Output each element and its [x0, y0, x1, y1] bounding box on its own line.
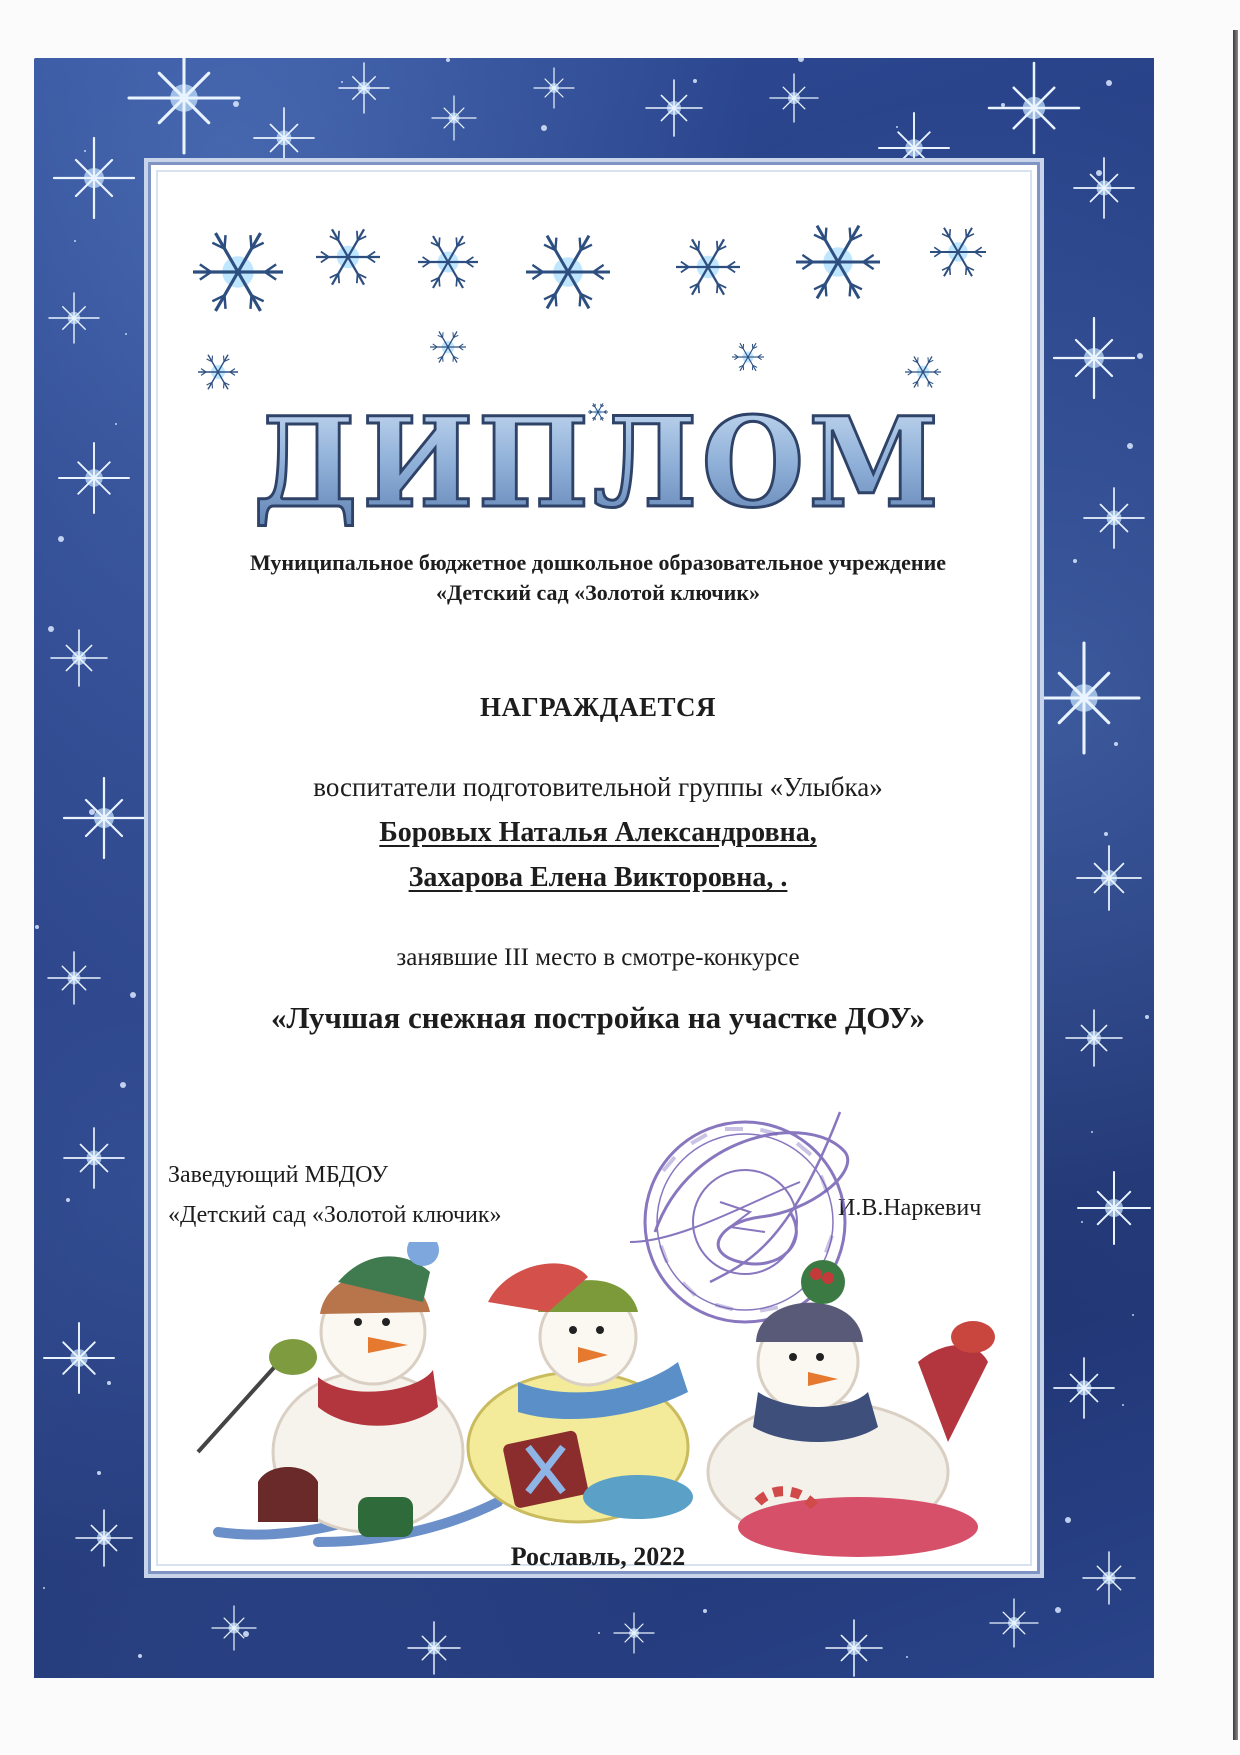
- star-dot: [446, 58, 450, 62]
- recipient-description: воспитатели подготовительной группы «Улыбка»: [313, 772, 883, 802]
- star-icon: [1078, 1172, 1150, 1244]
- star-icon: [1084, 488, 1144, 548]
- recipient-name-1: Боровых Наталья Александровна,: [379, 817, 817, 848]
- star-dot: [1055, 1607, 1061, 1613]
- recipient-name-2: Захарова Елена Викторовна, .: [408, 862, 788, 893]
- star-icon: [54, 138, 134, 218]
- star-icon: [212, 1606, 256, 1650]
- star-icon: [49, 293, 99, 343]
- star-icon: [646, 80, 702, 136]
- star-dot: [1091, 1131, 1093, 1133]
- star-dot: [34, 58, 35, 59]
- star-icon: [1074, 158, 1134, 218]
- signatory-block: [168, 1155, 502, 1235]
- star-icon: [1054, 1358, 1114, 1418]
- star-icon: [129, 58, 239, 153]
- diploma-title-text: ДИПЛОМ: [253, 391, 943, 536]
- snowflake-icon: [905, 356, 941, 387]
- snowflake-icon: [316, 229, 380, 284]
- star-dot: [35, 925, 39, 929]
- snowflake-icon: [418, 236, 478, 288]
- snowflake-icon: [526, 236, 610, 309]
- star-dot: [97, 1471, 101, 1475]
- diploma-title: [238, 388, 958, 538]
- scan-edge: [1233, 30, 1238, 1740]
- snowflake-icon: [430, 331, 466, 362]
- star-dot: [120, 1082, 126, 1088]
- star-dot: [66, 1198, 70, 1202]
- star-icon: [1083, 1552, 1135, 1604]
- star-dot: [1122, 1404, 1124, 1406]
- star-icon: [770, 74, 818, 122]
- star-icon: [432, 96, 476, 140]
- star-icon: [64, 1128, 124, 1188]
- star-dot: [1065, 1517, 1071, 1523]
- snowflake-icon: [676, 239, 740, 294]
- signatory-title-line-1: Заведующий МБДОУ: [168, 1162, 389, 1188]
- snowflake-icon: [930, 228, 986, 276]
- star-dot: [1081, 1221, 1083, 1223]
- contest-name: «Лучшая снежная постройка на участке ДОУ»: [271, 1000, 925, 1035]
- star-dot: [233, 101, 239, 107]
- snowmen-illustration: [168, 1242, 1028, 1572]
- institution-line-1: Муниципальное бюджетное дошкольное образовательное учреждение: [249, 550, 947, 575]
- star-dot: [107, 1381, 111, 1385]
- snowflake-icon: [198, 355, 238, 390]
- diploma-panel: [144, 158, 1044, 1578]
- star-dot: [74, 240, 76, 242]
- star-icon: [64, 778, 144, 858]
- star-dot: [1132, 1314, 1134, 1316]
- star-dot: [598, 1632, 600, 1634]
- star-dot: [1114, 742, 1118, 746]
- star-dot: [43, 1587, 45, 1589]
- snowflake-icon: [796, 226, 880, 299]
- star-dot: [1145, 1015, 1149, 1019]
- star-icon: [59, 443, 129, 513]
- star-dot: [341, 81, 343, 83]
- star-icon: [614, 1613, 654, 1653]
- star-icon: [826, 1620, 882, 1676]
- star-icon: [51, 630, 107, 686]
- star-dot: [1073, 559, 1077, 563]
- star-dot: [48, 626, 54, 632]
- star-dot: [138, 1654, 142, 1658]
- star-dot: [115, 423, 117, 425]
- star-icon: [76, 1510, 132, 1566]
- awarded-heading: НАГРАЖДАЕТСЯ: [479, 692, 716, 722]
- snowflake-icon: [193, 233, 283, 311]
- recipient-name-row-2: [148, 862, 1048, 894]
- star-dot: [243, 1631, 249, 1637]
- starry-frame: [34, 58, 1154, 1678]
- star-dot: [896, 126, 898, 128]
- star-dot: [1137, 353, 1143, 359]
- star-dot: [1001, 103, 1005, 107]
- star-dot: [906, 1656, 908, 1658]
- snowflake-icon: [732, 343, 764, 371]
- star-icon: [1077, 846, 1141, 910]
- star-dot: [1104, 832, 1108, 836]
- star-dot: [798, 58, 804, 62]
- star-dot: [84, 150, 86, 152]
- star-dot: [1096, 170, 1102, 176]
- star-dot: [58, 536, 64, 542]
- star-dot: [703, 1609, 707, 1613]
- star-icon: [408, 1622, 460, 1674]
- place-and-year: Рославль, 2022: [510, 1542, 686, 1571]
- star-dot: [1127, 443, 1133, 449]
- star-dot: [125, 333, 127, 335]
- signatory-name: И.В.Наркевич: [838, 1195, 982, 1221]
- star-icon: [48, 952, 100, 1004]
- signatory-title-line-2: «Детский сад «Золотой ключик»: [168, 1202, 502, 1228]
- star-icon: [534, 68, 574, 108]
- place-text: занявшие III место в смотре-конкурсе: [396, 944, 800, 971]
- star-icon: [339, 63, 389, 113]
- star-dot: [541, 125, 547, 131]
- star-icon: [989, 63, 1079, 153]
- recipient-name-row-1: [148, 817, 1048, 849]
- star-icon: [990, 1599, 1038, 1647]
- star-icon: [1054, 318, 1134, 398]
- star-dot: [693, 79, 697, 83]
- institution-line-2: «Детский сад «Золотой ключик»: [435, 580, 761, 605]
- star-dot: [130, 992, 136, 998]
- star-dot: [1106, 80, 1112, 86]
- star-icon: [1066, 1010, 1122, 1066]
- star-dot: [89, 809, 95, 815]
- star-icon: [44, 1323, 114, 1393]
